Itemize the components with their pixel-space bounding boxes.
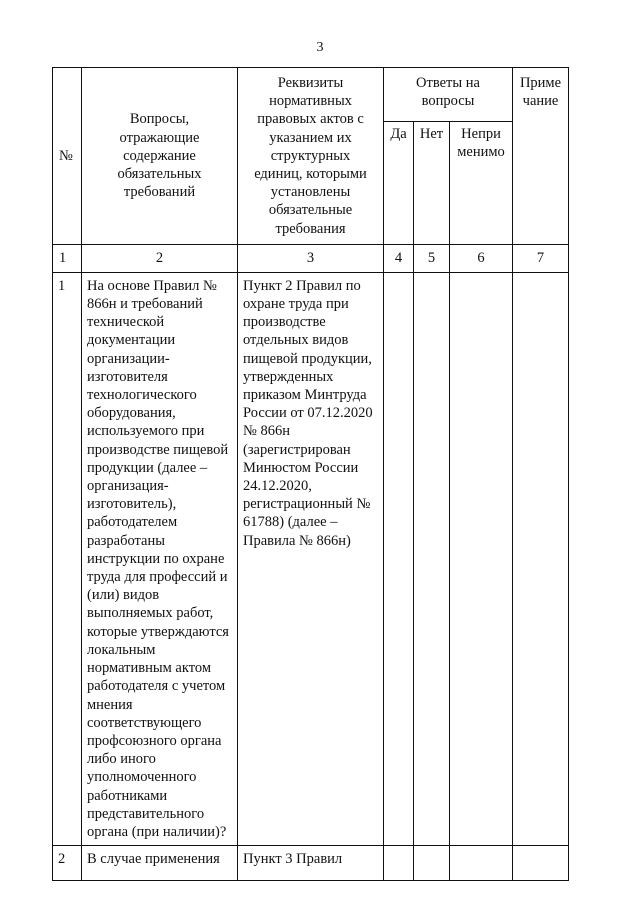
header-requisites-label: Реквизиты нормативных правовых актов с указанием их структурных единиц, которыми установлены обязательные требования [254, 75, 367, 237]
header-requisites [238, 68, 384, 245]
column-numbers-row [53, 244, 569, 272]
header-note-label: Приме чание [519, 75, 562, 110]
column-number: 6 [450, 244, 513, 272]
header-not-applicable-label: Непри менимо [457, 125, 505, 160]
answer-yes-cell[interactable] [384, 846, 414, 881]
row-requisite: Пункт 2 Правил по охране труда при производстве отдельных видов пищевой продукции, утвержденных приказом Минтруда России от 07.12.2020 № 866н (зарегистрирован Минюстом России 24.12.2020, регистрационный № 61788) (далее – Правила № 866н) [238, 272, 384, 845]
column-number: 5 [414, 244, 450, 272]
page-number: 3 [316, 40, 324, 55]
table-row [53, 846, 569, 881]
answer-yes-cell[interactable] [384, 272, 414, 845]
column-number: 4 [384, 244, 414, 272]
column-number: 3 [238, 244, 384, 272]
answer-no-cell[interactable] [414, 846, 450, 881]
answer-not-applicable-cell[interactable] [450, 272, 513, 845]
table-row [53, 272, 569, 845]
row-number: 2 [53, 846, 82, 881]
header-no-answer-label: Нет [419, 125, 444, 142]
row-question: На основе Правил № 866н и требований технической документации организации-изготовителя технологического оборудования, используемого при производстве пищевой продукции (далее – организация-изготовитель), работодателем разработаны инструкции по охране труда для профессий и (или) видов выполняемых работ, которые утверждаются локальным нормативным актом работодателя с учетом мнения соответствующего профсоюзного органа либо иного уполномоченного работниками представительного органа (при наличии)? [82, 272, 238, 845]
requirements-table [52, 67, 569, 881]
answer-no-cell[interactable] [414, 272, 450, 845]
header-no-label: № [59, 147, 73, 164]
header-questions [82, 68, 238, 245]
header-not-applicable [450, 121, 513, 244]
column-number: 1 [53, 244, 82, 272]
header-note [513, 68, 569, 245]
header-no-answer [414, 121, 450, 244]
row-question: В случае применения [82, 846, 238, 881]
column-number: 2 [82, 244, 238, 272]
row-number: 1 [53, 272, 82, 845]
column-number: 7 [513, 244, 569, 272]
note-cell[interactable] [513, 846, 569, 881]
header-row-1 [53, 68, 569, 122]
header-answers-label: Ответы на вопросы [416, 75, 480, 110]
header-yes-label: Да [390, 125, 407, 142]
answer-not-applicable-cell[interactable] [450, 846, 513, 881]
header-yes [384, 121, 414, 244]
header-no [53, 68, 82, 245]
note-cell[interactable] [513, 272, 569, 845]
header-questions-label: Вопросы, отражающие содержание обязательных требований [117, 111, 202, 201]
row-requisite: Пункт 3 Правил [238, 846, 384, 881]
header-answers [384, 68, 513, 122]
